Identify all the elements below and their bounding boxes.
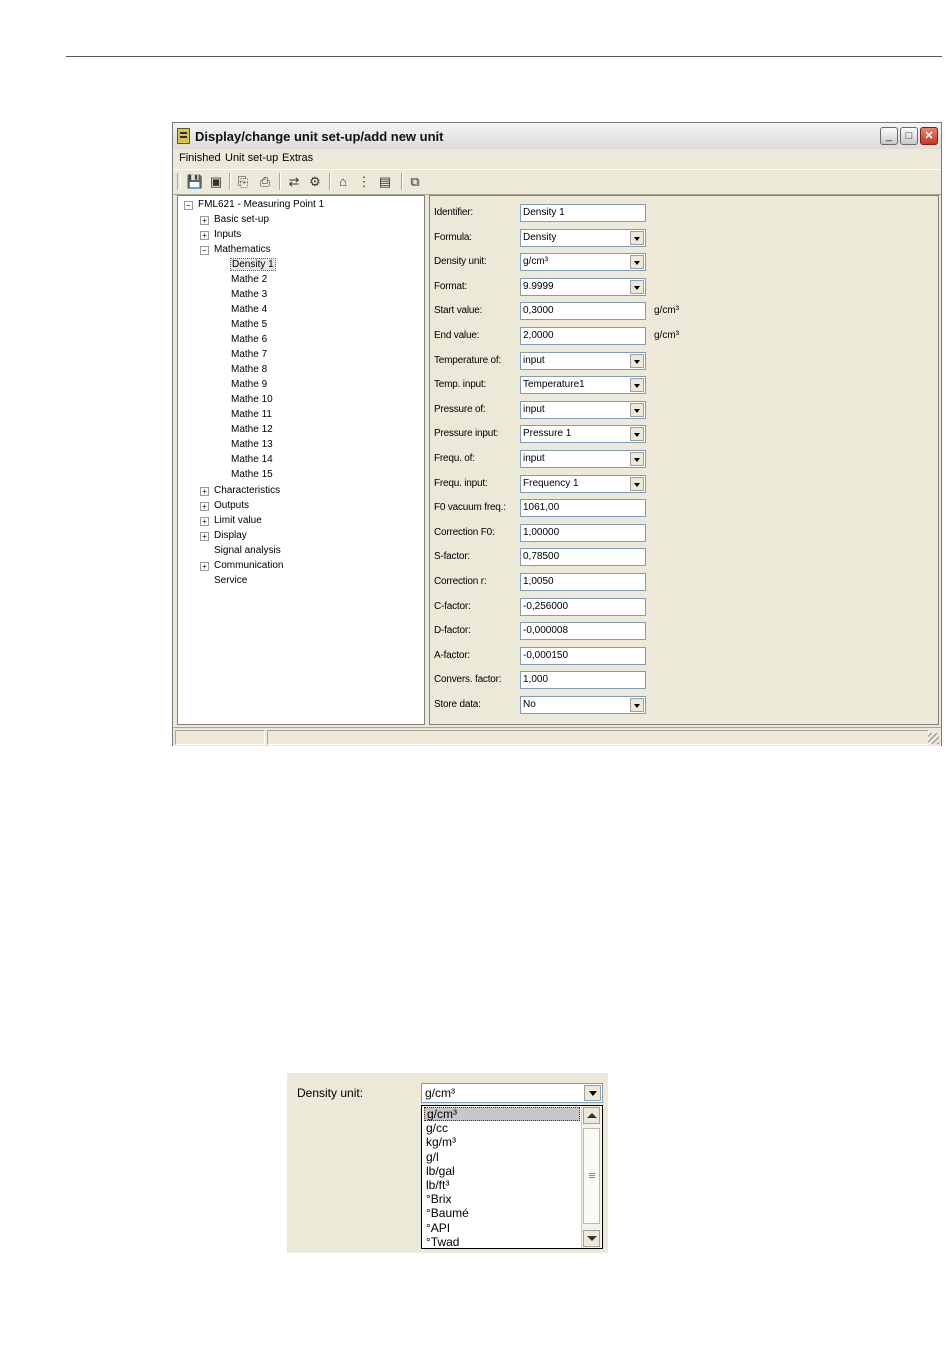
identifier-label: Identifier: [434, 207, 473, 218]
tree-item-label: Mathe 11 [231, 409, 272, 420]
c-factor-input[interactable] [520, 598, 646, 616]
frequ-of-select[interactable] [520, 450, 646, 468]
dropdown-arrow-icon[interactable] [584, 1085, 601, 1101]
tree-item-label: Mathematics [214, 244, 271, 255]
density-unit-selected-value: g/cm³ [425, 1086, 455, 1100]
menu-extras[interactable]: Extras [282, 152, 314, 164]
expand-icon[interactable]: + [200, 532, 209, 541]
correction-r-label: Correction r: [434, 576, 487, 587]
read-icon[interactable]: ⎘ [237, 174, 249, 189]
s-factor-value: 0,78500 [523, 551, 560, 562]
app-icon[interactable] [177, 128, 190, 144]
tree-item-mathe-10[interactable] [231, 393, 273, 407]
end-value-unit: g/cm³ [654, 330, 679, 341]
tree-item-label: Mathe 9 [231, 379, 268, 390]
tree-item-density-1[interactable] [230, 258, 276, 272]
menu-finished[interactable]: Finished [179, 152, 221, 164]
print-icon[interactable]: ⎙ [259, 174, 271, 189]
tree-item-mathe-8[interactable] [231, 363, 267, 377]
tree-item-mathe-9[interactable] [231, 378, 267, 392]
tree-item-label: Characteristics [214, 485, 281, 496]
settings-icon[interactable]: ⚙ [309, 174, 321, 189]
temp-input-select[interactable] [520, 376, 646, 394]
tree-item-label: Communication [214, 560, 284, 571]
close-button[interactable]: ✕ [920, 127, 938, 145]
tree-item-label: Density 1 [232, 259, 274, 270]
d-factor-label: D-factor: [434, 625, 471, 636]
correction-f0-label: Correction F0: [434, 527, 495, 538]
setup-icon[interactable]: ⌂ [339, 174, 347, 189]
collapse-icon[interactable]: − [184, 201, 193, 210]
expand-icon[interactable]: + [200, 231, 209, 240]
settings-form [429, 195, 939, 725]
resize-grip[interactable] [928, 733, 939, 744]
status-pane [175, 730, 265, 745]
tree-item-label: Mathe 4 [231, 304, 268, 315]
s-factor-label: S-factor: [434, 551, 470, 562]
tree-item-mathe-14[interactable] [231, 453, 273, 467]
format-value: 9.9999 [523, 281, 554, 292]
dropdown-arrow-icon[interactable] [630, 255, 644, 269]
density-unit-option[interactable]: lb/ft³ [426, 1178, 450, 1192]
formula-select[interactable] [520, 229, 646, 247]
channels-icon[interactable]: ⋮ [357, 174, 371, 189]
f0-vacuum-freq-input[interactable] [520, 499, 646, 517]
a-factor-label: A-factor: [434, 650, 470, 661]
tree-root-label: FML621 - Measuring Point 1 [198, 199, 325, 210]
convers-factor-input[interactable] [520, 671, 646, 689]
unit-setup-window [172, 122, 942, 746]
scroll-up-button[interactable] [583, 1107, 600, 1124]
frequ-of-value: input [523, 453, 545, 464]
temperature-of-select[interactable] [520, 352, 646, 370]
toolbar-separator [229, 173, 231, 190]
frequ-input-select[interactable] [520, 475, 646, 493]
expand-icon[interactable]: + [200, 502, 209, 511]
network-icon[interactable]: ⧉ [410, 174, 420, 189]
tree-item-label: Mathe 15 [231, 469, 273, 480]
density-unit-select[interactable] [520, 253, 646, 271]
tree-item-label: Display [214, 530, 247, 541]
density-unit-value: g/cm³ [523, 256, 548, 267]
c-factor-label: C-factor: [434, 601, 471, 612]
expand-icon[interactable]: + [200, 517, 209, 526]
window-title: Display/change unit set-up/add new unit [195, 129, 444, 144]
density-unit-option[interactable]: °Brix [426, 1192, 452, 1207]
minimize-button[interactable]: _ [880, 127, 898, 145]
tree-item-characteristics[interactable] [200, 484, 280, 498]
dropdown-arrow-icon[interactable] [630, 378, 644, 392]
page-top-rule [66, 56, 942, 57]
density-unit-option[interactable]: °Twad [426, 1234, 460, 1249]
pressure-of-select[interactable] [520, 401, 646, 419]
toolbar-separator [401, 173, 403, 190]
pressure-input-value: Pressure 1 [523, 428, 572, 439]
correction-r-input[interactable] [520, 573, 646, 591]
tree-item-signal-analysis[interactable] [214, 544, 281, 558]
title-bar[interactable] [173, 123, 941, 150]
format-select[interactable] [520, 278, 646, 296]
density-unit-label: Density unit: [297, 1086, 364, 1100]
a-factor-value: -0,000150 [523, 650, 569, 661]
tree-item-label: Mathe 6 [231, 334, 268, 345]
correction-f0-value: 1,00000 [523, 527, 560, 538]
end-value-label: End value: [434, 330, 480, 341]
tree-item-label: Signal analysis [214, 545, 281, 556]
formula-value: Density [523, 232, 557, 243]
status-pane [267, 730, 929, 745]
expand-icon[interactable]: + [200, 562, 209, 571]
start-value-label: Start value: [434, 305, 483, 316]
density-unit-option[interactable]: lb/gal [426, 1163, 455, 1178]
tree-item-mathe-2[interactable] [231, 273, 267, 287]
format-label: Format: [434, 281, 468, 292]
dropdown-arrow-icon[interactable] [630, 477, 644, 491]
navigation-tree [177, 195, 425, 725]
s-factor-input[interactable] [520, 548, 646, 566]
a-factor-input[interactable] [520, 647, 646, 665]
dropdown-arrow-icon[interactable] [630, 452, 644, 466]
store-data-label: Store data: [434, 699, 481, 710]
density-unit-option[interactable]: °Baumé [426, 1206, 469, 1221]
start-value-input[interactable] [520, 302, 646, 320]
end-value-input[interactable] [520, 327, 646, 345]
identifier-input[interactable] [520, 204, 646, 222]
density-unit-dropdown-detail [287, 1073, 608, 1253]
transfer-icon[interactable]: ⇄ [288, 174, 300, 189]
toolbar-separator [329, 173, 331, 190]
correction-r-value: 1,0050 [523, 576, 554, 587]
tree-item-label: Mathe 13 [231, 439, 273, 450]
c-factor-value: -0,256000 [523, 601, 569, 612]
tree-item-label: Inputs [214, 229, 242, 240]
dropdown-arrow-icon[interactable] [630, 403, 644, 417]
d-factor-input[interactable] [520, 622, 646, 640]
tree-item-label: Mathe 7 [231, 349, 268, 360]
scrollbar-thumb[interactable] [583, 1128, 600, 1224]
temp-input-label: Temp. input: [434, 379, 487, 390]
density-unit-options-list[interactable] [421, 1105, 603, 1249]
tree-item-mathe-11[interactable] [231, 408, 272, 422]
tree-item-label: Service [214, 575, 248, 586]
tree-item-mathe-13[interactable] [231, 438, 273, 452]
tree-item-mathe-7[interactable] [231, 348, 267, 362]
frequ-of-label: Frequ. of: [434, 453, 475, 464]
density-unit-option[interactable]: g/cm³ [424, 1107, 580, 1121]
end-value-value: 2,0000 [523, 330, 554, 341]
tree-item-mathematics[interactable] [200, 243, 271, 257]
menu-bar [173, 149, 941, 169]
collapse-icon[interactable]: − [200, 246, 209, 255]
toolbar [173, 169, 941, 195]
formula-label: Formula: [434, 232, 472, 243]
device-icon[interactable]: ▣ [209, 174, 223, 189]
tree-item-limit-value[interactable] [200, 514, 262, 528]
pressure-input-select[interactable] [520, 425, 646, 443]
maximize-button[interactable]: □ [900, 127, 918, 145]
config-icon[interactable]: ▤ [378, 174, 392, 189]
identifier-value: Density 1 [523, 207, 565, 218]
tree-item-label: Mathe 2 [231, 274, 268, 285]
store-data-value: No [523, 699, 536, 710]
start-value-value: 0,3000 [523, 305, 554, 316]
expand-icon[interactable]: + [200, 216, 209, 225]
dropdown-arrow-icon[interactable] [630, 231, 644, 245]
dropdown-arrow-icon[interactable] [630, 427, 644, 441]
density-unit-option[interactable]: g/l [426, 1149, 439, 1164]
density-unit-label: Density unit: [434, 256, 487, 267]
tree-item-inputs[interactable] [200, 228, 241, 242]
tree-item-communication[interactable] [200, 559, 283, 573]
scroll-down-button[interactable] [583, 1230, 600, 1247]
tree-item-label: Mathe 14 [231, 454, 273, 465]
frequ-input-value: Frequency 1 [523, 478, 579, 489]
toolbar-grip[interactable] [177, 173, 181, 190]
tree-item-label: Mathe 10 [231, 394, 273, 405]
store-data-select[interactable] [520, 696, 646, 714]
pressure-of-label: Pressure of: [434, 404, 486, 415]
start-value-unit: g/cm³ [654, 305, 679, 316]
tree-item-service[interactable] [214, 574, 247, 588]
tree-item-label: Mathe 3 [231, 289, 268, 300]
tree-root[interactable] [182, 198, 324, 212]
frequ-input-label: Frequ. input: [434, 478, 488, 489]
temp-input-value: Temperature1 [523, 379, 585, 390]
convers-factor-label: Convers. factor: [434, 674, 502, 685]
pressure-of-value: input [523, 404, 545, 415]
density-unit-select[interactable] [421, 1083, 603, 1103]
tree-item-mathe-15[interactable] [231, 468, 273, 482]
tree-item-basic-setup[interactable] [200, 213, 269, 227]
save-icon[interactable]: 💾 [186, 174, 204, 189]
expand-icon[interactable]: + [200, 487, 209, 496]
density-unit-option[interactable]: °API [426, 1220, 451, 1235]
tree-item-mathe-5[interactable] [231, 318, 267, 332]
scrollbar[interactable] [581, 1106, 602, 1248]
tree-item-label: Mathe 8 [231, 364, 268, 375]
tree-item-mathe-6[interactable] [231, 333, 267, 347]
density-unit-option[interactable]: g/cc [426, 1121, 449, 1136]
temperature-of-value: input [523, 355, 545, 366]
dropdown-arrow-icon[interactable] [630, 280, 644, 294]
density-unit-option[interactable]: kg/m³ [426, 1135, 456, 1150]
tree-item-label: Outputs [214, 500, 250, 511]
dropdown-arrow-icon[interactable] [630, 698, 644, 712]
temperature-of-label: Temperature of: [434, 355, 502, 366]
tree-item-label: Mathe 5 [231, 319, 268, 330]
pressure-input-label: Pressure input: [434, 428, 499, 439]
status-bar [173, 727, 941, 746]
tree-item-mathe-12[interactable] [231, 423, 273, 437]
tree-item-label: Mathe 12 [231, 424, 273, 435]
tree-item-mathe-4[interactable] [231, 303, 267, 317]
f0-vacuum-freq-value: 1061,00 [523, 502, 560, 513]
f0-vacuum-freq-label: F0 vacuum freq.: [434, 502, 506, 513]
tree-item-outputs[interactable] [200, 499, 249, 513]
tree-item-display[interactable] [200, 529, 247, 543]
tree-item-label: Limit value [214, 515, 262, 526]
toolbar-separator [279, 173, 281, 190]
tree-item-label: Basic set-up [214, 214, 270, 225]
tree-item-mathe-3[interactable] [231, 288, 267, 302]
convers-factor-value: 1,000 [523, 674, 549, 685]
menu-unit-setup[interactable]: Unit set-up [225, 152, 279, 164]
d-factor-value: -0,000008 [523, 625, 569, 636]
correction-f0-input[interactable] [520, 524, 646, 542]
dropdown-arrow-icon[interactable] [630, 354, 644, 368]
